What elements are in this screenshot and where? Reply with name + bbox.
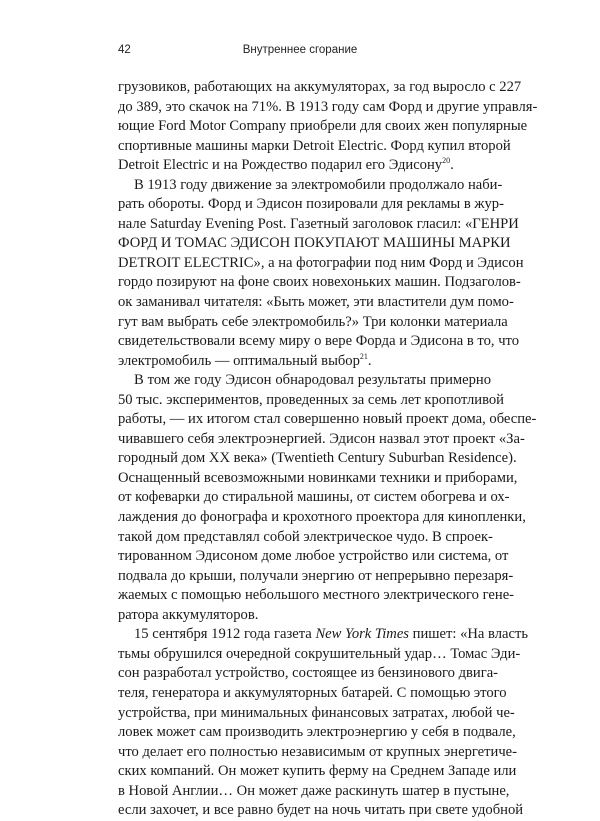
footnote-ref: 21 (359, 351, 368, 361)
text-line: В 1913 году движение за электромобили продолжало наби- (134, 176, 503, 193)
text-line: гордо позируют на фоне своих новехоньких машин. Подзаголов- (118, 274, 521, 291)
text-line: свидетельствовали всему миру о вере Форда и Эдисона в то, что (118, 333, 520, 350)
text-line: ющие Ford Motor Company приобрели для своих жен популярные (118, 118, 528, 135)
text-line: городный дом XX века» (Twentieth Century Suburban Residence). (118, 450, 517, 467)
italic-title: New York Times (315, 626, 409, 643)
footnote-ref: 20 (442, 156, 451, 166)
text-line: ловек может сам производить электроэнергию у себя в подвале, (118, 724, 516, 741)
page-header (118, 44, 482, 60)
body-text (118, 78, 538, 821)
text-line: от кофеварки до стиральной машины, от систем обогрева и ох- (118, 489, 510, 506)
text-line: теля, генератора и аккумуляторных батарей. С помощью этого (118, 684, 507, 701)
text-line: ратора аккумуляторов. (118, 606, 259, 623)
text-line: ских компаний. Он может купить ферму на Среднем Западе или (118, 763, 517, 780)
text-line: ок заманивал читателя: «Быть может, эти властители дум помо- (118, 294, 514, 311)
text-line: чивавшего себя электроэнергией. Эдисон назвал этот проект «За- (118, 430, 525, 447)
text-line: работы, — их итогом стал совершенно новый проект дома, обеспе- (118, 411, 537, 428)
text-line: до 389, это скачок на 71%. В 1913 году сам Форд и другие управля- (118, 98, 538, 115)
text-line: спортивные машины марки Detroit Electric. Форд купил второй (118, 137, 511, 154)
text-line: тьмы обрушился очередной сокрушительный удар… Томас Эди- (118, 645, 521, 662)
text-line: электромобиль — оптимальный выбор$^{21}$. (118, 351, 372, 369)
text-line: 15 сентября 1912 года газета New York Times пишет: «На власть (134, 626, 528, 643)
text-line: подвала до крыши, получали энергию от непрерывно перезаря- (118, 567, 514, 584)
text-line: если захочет, и все равно будет на ночь читать при свете удобной (118, 802, 524, 819)
text-line: что делает его полностью независимым от крупных энергетиче- (118, 743, 518, 760)
text-line: Оснащенный всевозможными новинками техники и приборами, (118, 469, 518, 486)
text-line: Detroit Electric и на Рождество подарил его Эдисону$^{20}$. (118, 156, 454, 174)
text-line: 50 тыс. экспериментов, проведенных за семь лет кропотливой (118, 391, 504, 408)
text-line: в Новой Англии… Он может даже раскинуть шатер в пустыне, (118, 782, 510, 799)
text-line: В том же году Эдисон обнародовал результаты примерно (134, 372, 491, 389)
text-line: устройства, при минимальных финансовых затратах, любой че- (118, 704, 515, 721)
text-line: жаемых с помощью небольшого местного электрического гене- (118, 587, 515, 604)
running-title: Внутреннее сгорание (242, 44, 358, 56)
text-line: нале Saturday Evening Post. Газетный заголовок гласил: «ГЕНРИ (118, 215, 519, 232)
text-line: грузовиков, работающих на аккумуляторах, за год выросло с 227 (118, 79, 522, 95)
text-line: лаждения до фонографа и крохотного проектора для кинопленки, (118, 509, 526, 526)
text-line: сон разработал устройство, состоящее из бензинового двига- (118, 665, 499, 682)
text-line: гут вам выбрать себе электромобиль?» Три колонки материала (118, 313, 508, 330)
text-line: DETROIT ELECTRIC», а на фотографии под ним Форд и Эдисон (118, 254, 524, 271)
page-number: 42 (118, 44, 131, 56)
text-line: рать обороты. Форд и Эдисон позировали для рекламы в жур- (118, 196, 504, 213)
text-line: такой дом представлял собой электрическое чудо. В спроек- (118, 528, 493, 545)
text-line: тированном Эдисоном доме любое устройство или система, от (118, 548, 509, 565)
text-line: ФОРД И ТОМАС ЭДИСОН ПОКУПАЮТ МАШИНЫ МАРКИ (118, 235, 511, 252)
